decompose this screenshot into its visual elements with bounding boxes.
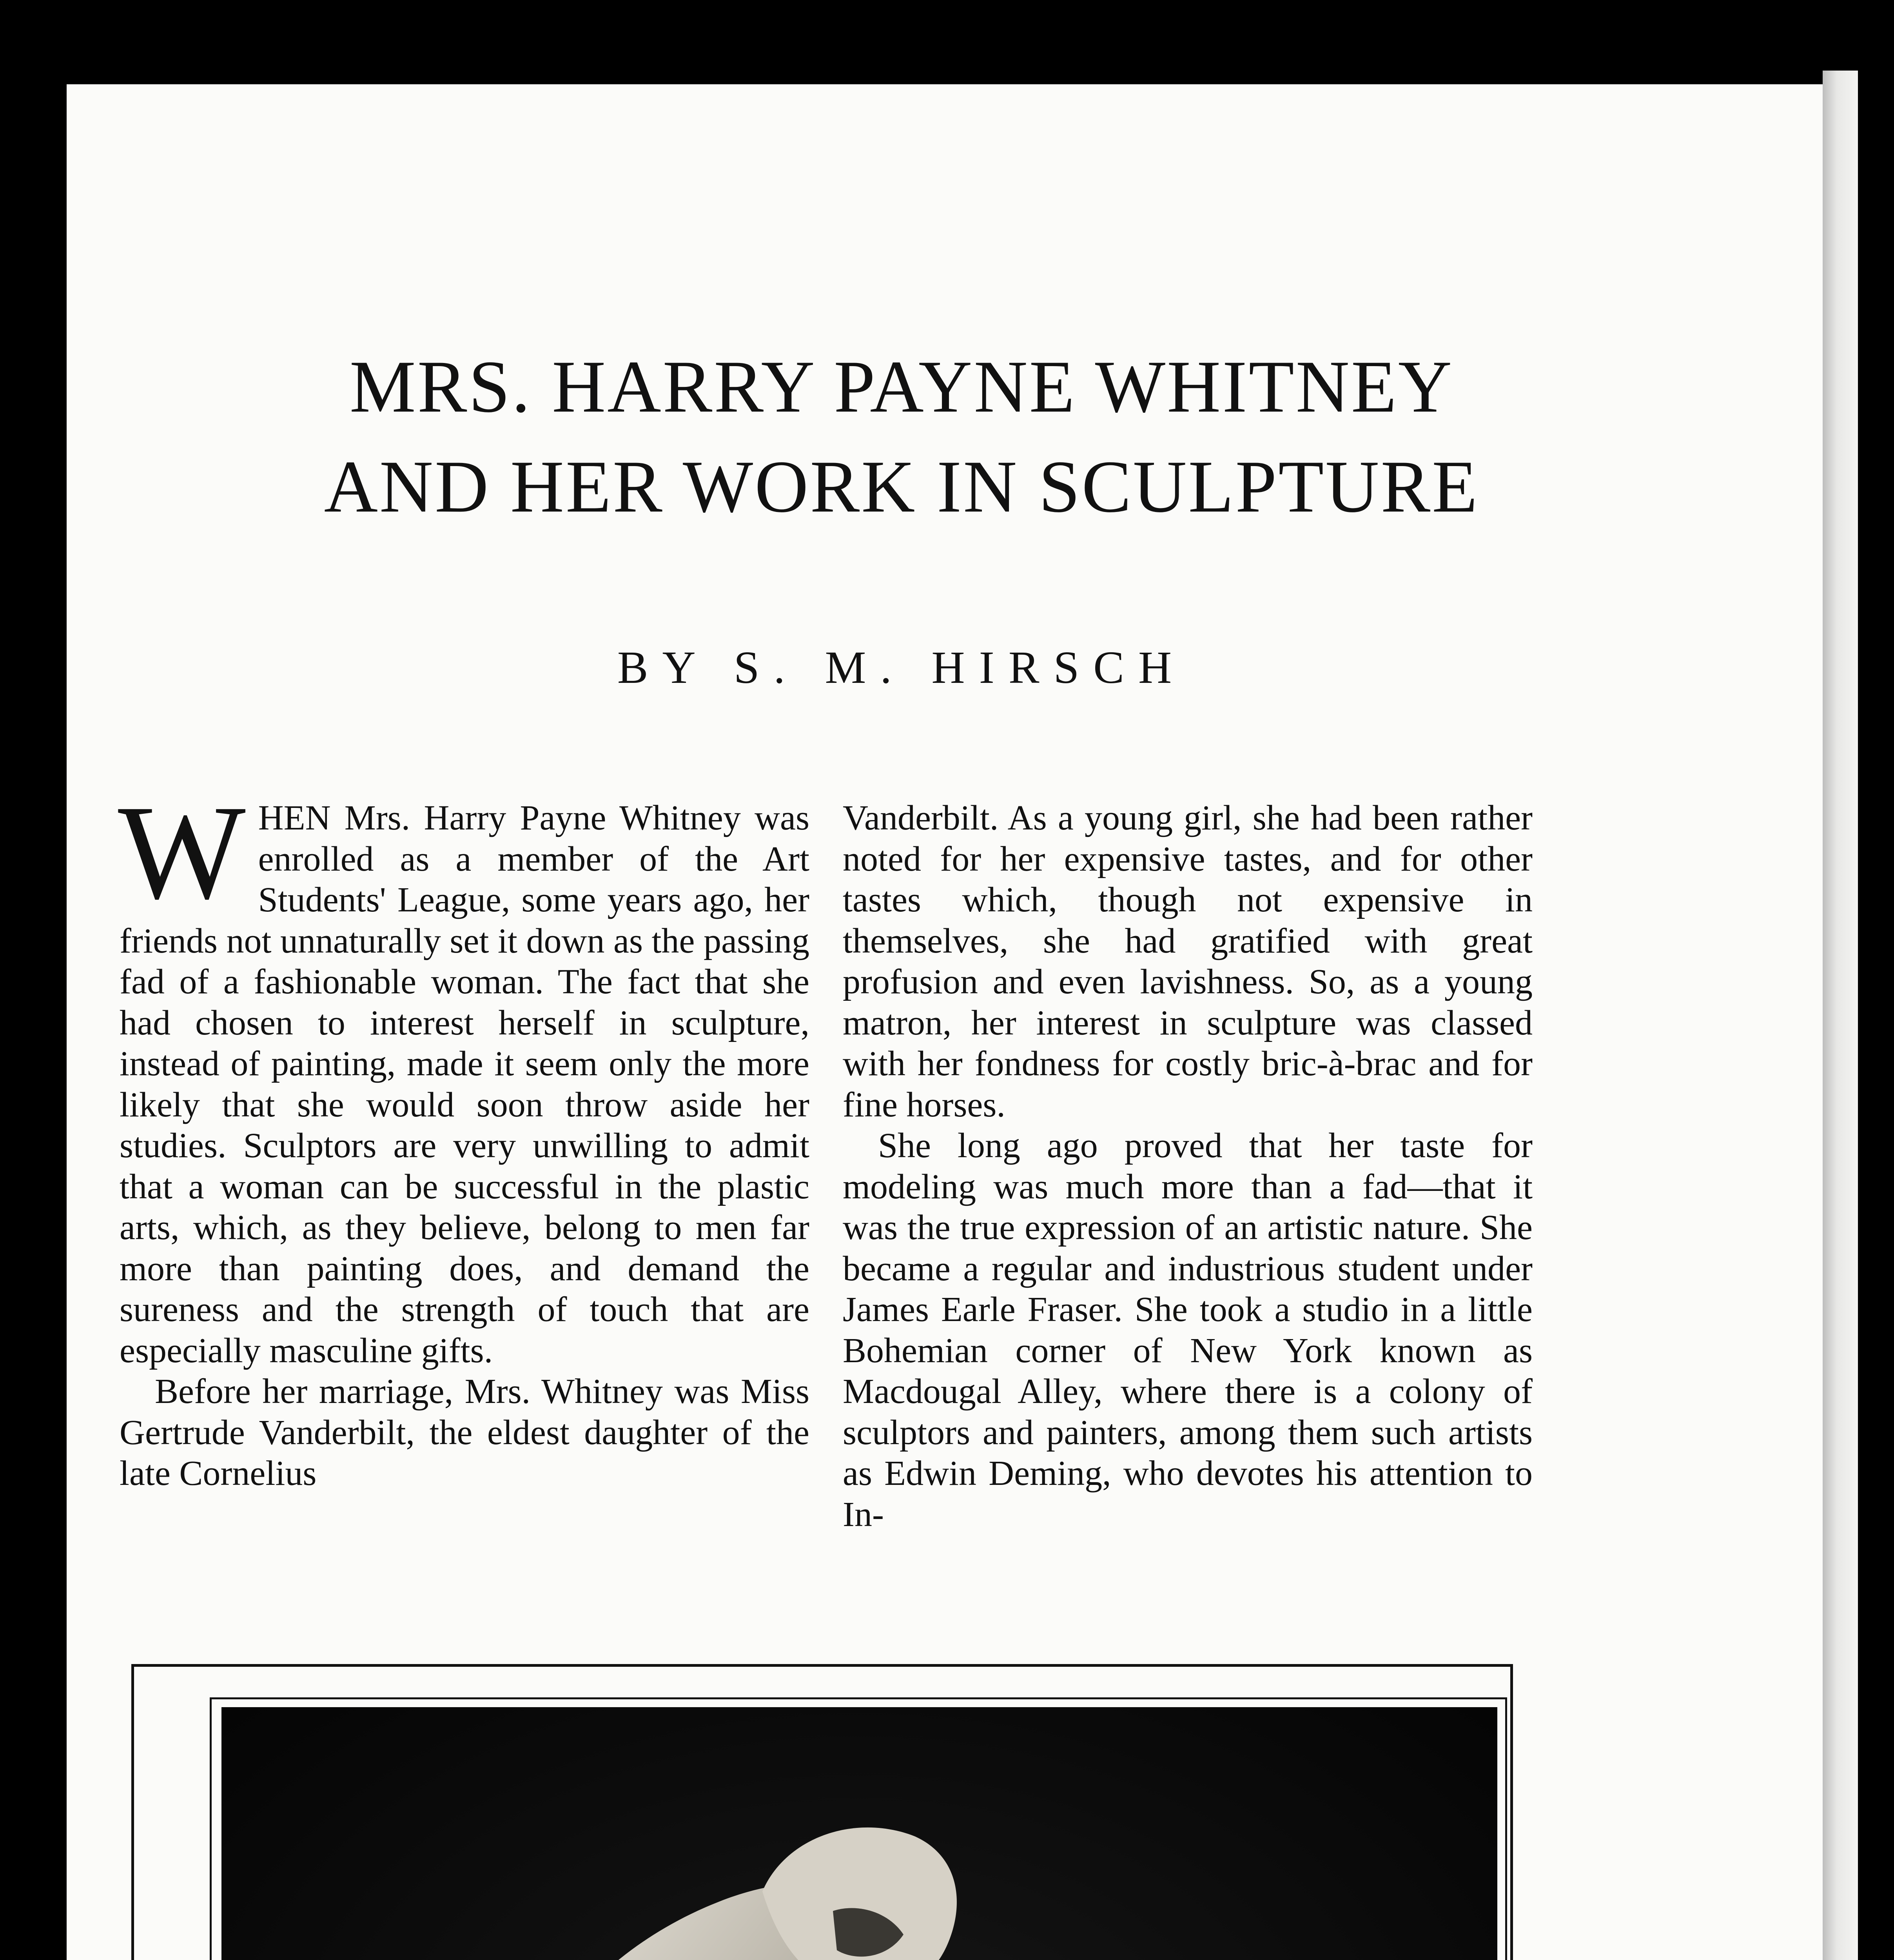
paragraph: Before her marriage, Mrs. Whitney was Miss Gertrude Vanderbilt, the eldest daughter of the late Cornelius bbox=[120, 1372, 809, 1493]
text-column-left bbox=[118, 777, 809, 1494]
byline: BY S. M. HIRSCH bbox=[617, 642, 1186, 693]
paragraph: Vanderbilt. As a young girl, she had been rather noted for her expensive tastes, and for other tastes which, though not expensive in themselves, she had gratified with great profusion and even lavishness. So, as a young matron, her interest in sculpture was classed with her fondness for costly bric-à-brac and for fine horses. bbox=[843, 799, 1533, 1124]
paragraph-text: HEN Mrs. Harry Payne Whitney was enrolled as a member of the Art Students' League, some years ago, her friends not unnaturally set it down as the passing fad of a fashionable woman. The fact that she had chosen to interest herself in sculpture, instead of painting, made it seem only the more likely that she would soon throw aside her studies. Sculptors are very unwilling to admit that a woman can be successful in the plastic arts, which, as they believe, belong to men far more than painting does, and demand the sureness and the strength of touch that are especially masculine gifts. bbox=[120, 799, 809, 1370]
title-line-1: MRS. HARRY PAYNE WHITNEY bbox=[349, 346, 1454, 428]
page-spine-edge bbox=[1823, 71, 1858, 1960]
paragraph bbox=[118, 777, 809, 1371]
text-column-right bbox=[843, 798, 1533, 1535]
sculpture-photo bbox=[221, 1707, 1497, 1960]
drop-cap: W bbox=[118, 777, 246, 927]
article-title bbox=[118, 337, 1685, 537]
sculpture-figure-image bbox=[221, 1707, 1497, 1960]
paragraph: She long ago proved that her taste for modeling was much more than a fad—that it was the true expression of an artistic nature. She became a regular and industrious student under James Earle Fraser. She took a studio in a little Bohemian corner of New York known as Macdougal Alley, where there is a colony of sculptors and painters, among them such artists as Edwin Deming, who devotes his attention to In- bbox=[843, 1126, 1533, 1534]
title-line-2: AND HER WORK IN SCULPTURE bbox=[324, 446, 1479, 528]
